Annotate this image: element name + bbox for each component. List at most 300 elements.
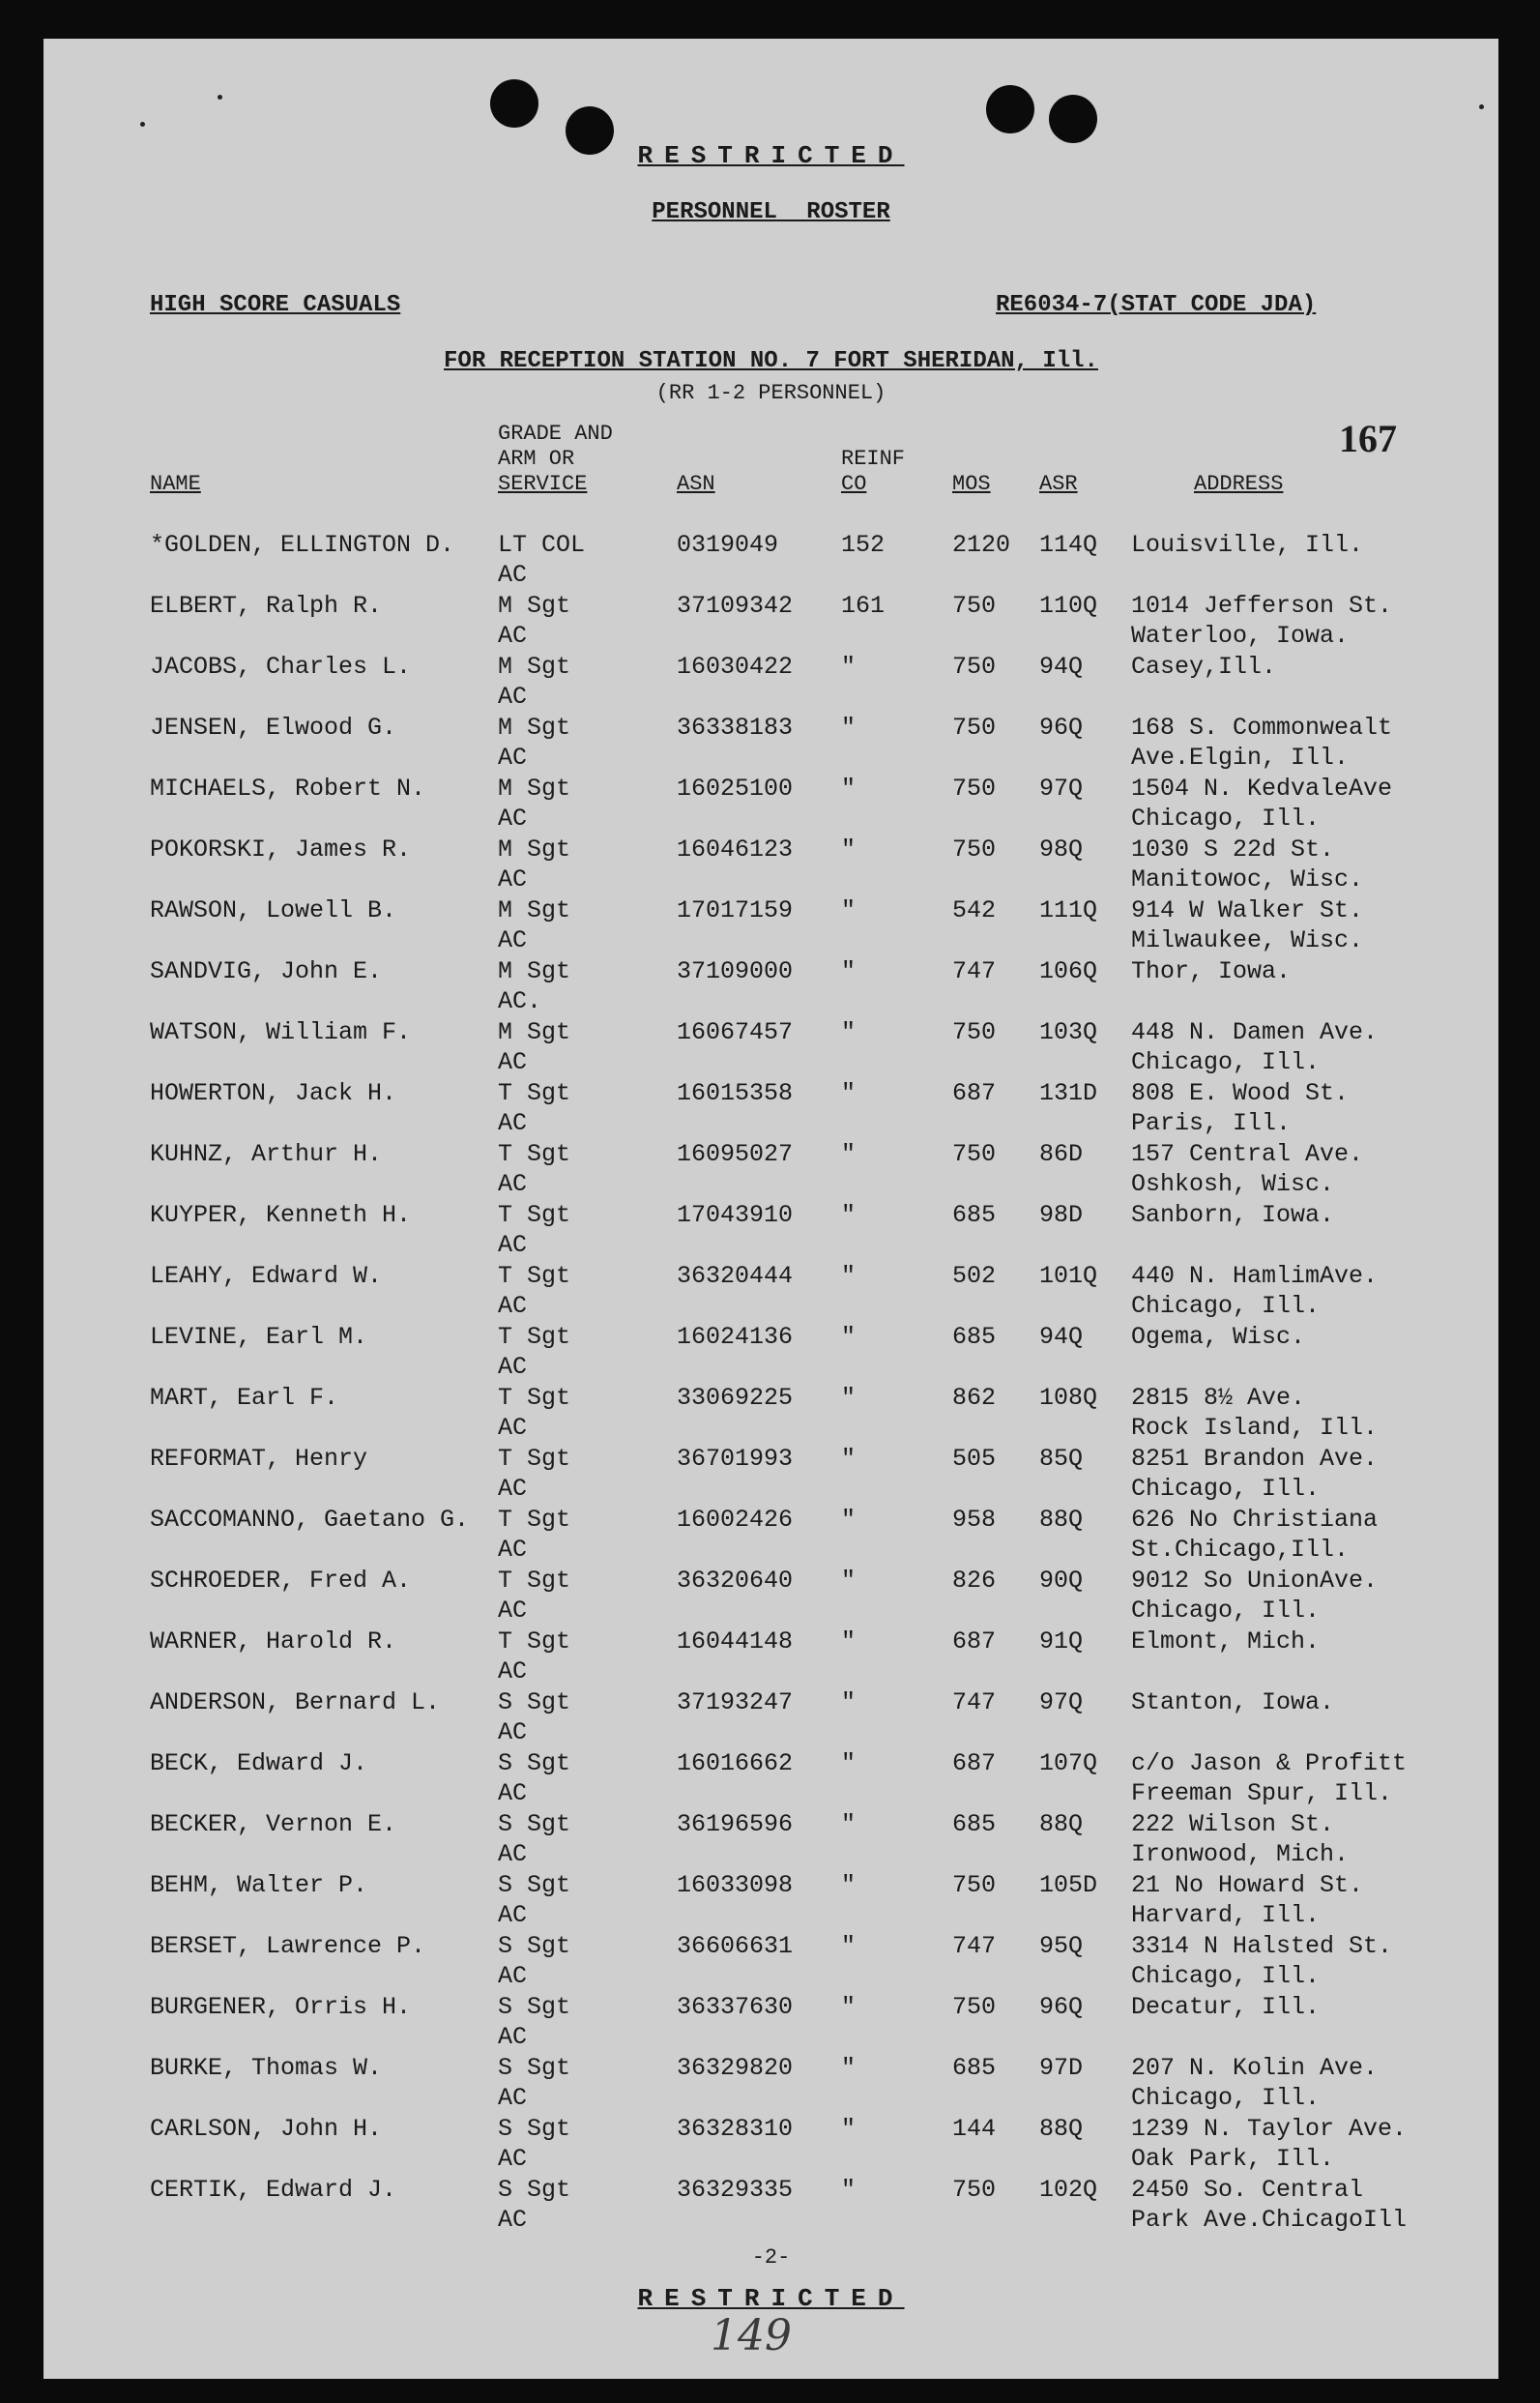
- cell-arm: AC: [498, 1231, 528, 1259]
- cell-grade: [498, 1505, 570, 1565]
- cell-reinf-co: ": [841, 1140, 857, 1168]
- cell-reinf-co: ": [841, 1445, 857, 1473]
- cell-asn: 36329335: [677, 2176, 794, 2204]
- cell-arm: AC: [498, 1901, 528, 1929]
- cell-asr: 98D: [1039, 1201, 1084, 1229]
- cell-reinf-co: ": [841, 1627, 857, 1656]
- cell-asr: 88Q: [1039, 1810, 1084, 1838]
- cell-address-line1: 21 No Howard St.: [1131, 1871, 1364, 1899]
- cell-mos: 958: [952, 1506, 997, 1534]
- cell-name: SACCOMANNO, Gaetano G.: [150, 1506, 470, 1534]
- cell-arm: AC: [498, 1597, 528, 1625]
- table-row: [44, 713, 1498, 774]
- cell-asn: 33069225: [677, 1384, 794, 1412]
- cell-address-line1: 8251 Brandon Ave.: [1131, 1445, 1379, 1473]
- cell-address-line1: 448 N. Damen Ave.: [1131, 1018, 1379, 1046]
- cell-mos: 542: [952, 896, 997, 924]
- cell-reinf-co: ": [841, 1262, 857, 1290]
- column-header-asr: ASR: [1039, 472, 1078, 496]
- cell-asn: 17043910: [677, 1201, 794, 1229]
- cell-mos: 750: [952, 1871, 997, 1899]
- cell-arm: AC: [498, 1109, 528, 1137]
- cell-reinf-co: ": [841, 1201, 857, 1229]
- cell-address-line1: c/o Jason & Profitt: [1131, 1749, 1408, 1777]
- cell-asr: 101Q: [1039, 1262, 1098, 1290]
- cell-grade: [498, 1870, 570, 1930]
- punch-hole: [490, 79, 538, 128]
- table-row: [44, 1687, 1498, 1748]
- cell-name: LEAHY, Edward W.: [150, 1262, 383, 1290]
- cell-mos: 750: [952, 2176, 997, 2204]
- cell-asn: 16046123: [677, 835, 794, 864]
- cell-reinf-co: ": [841, 2054, 857, 2082]
- cell-grade-text: M Sgt: [498, 896, 571, 924]
- cell-mos: 685: [952, 1323, 997, 1351]
- cell-mos: 750: [952, 835, 997, 864]
- paper-mark: [218, 95, 222, 100]
- cell-grade: [498, 1261, 570, 1321]
- cell-grade: [498, 835, 570, 894]
- cell-address-line1: 1239 N. Taylor Ave.: [1131, 2115, 1408, 2143]
- cell-arm: AC: [498, 865, 528, 894]
- cell-grade: [498, 2053, 570, 2113]
- cell-address: [1131, 2175, 1407, 2235]
- cell-address: [1131, 1383, 1378, 1443]
- cell-address-line1: Stanton, Iowa.: [1131, 1688, 1335, 1716]
- cell-arm: AC: [498, 1414, 528, 1442]
- cell-asr: 97Q: [1039, 1688, 1084, 1716]
- cell-asn: 36329820: [677, 2054, 794, 2082]
- cell-asr: 95Q: [1039, 1932, 1084, 1960]
- cell-address-line2: Ironwood, Mich.: [1131, 1840, 1350, 1868]
- cell-asn: 36196596: [677, 1810, 794, 1838]
- column-header-co: REINF CO: [841, 447, 906, 496]
- cell-reinf-co: ": [841, 2176, 857, 2204]
- cell-arm: AC.: [498, 987, 542, 1015]
- table-row: [44, 1992, 1498, 2053]
- table-row: [44, 1200, 1498, 1261]
- table-row: [44, 895, 1498, 956]
- cell-mos: 2120: [952, 531, 1011, 559]
- cell-asn: 36320640: [677, 1567, 794, 1595]
- cell-asr: 91Q: [1039, 1627, 1084, 1656]
- cell-mos: 750: [952, 775, 997, 803]
- cell-name: MICHAELS, Robert N.: [150, 775, 426, 803]
- cell-grade-text: T Sgt: [498, 1445, 571, 1473]
- cell-grade-text: T Sgt: [498, 1384, 571, 1412]
- cell-reinf-co: ": [841, 835, 857, 864]
- table-row: [44, 2175, 1498, 2236]
- cell-name: KUHNZ, Arthur H.: [150, 1140, 383, 1168]
- cell-name: ELBERT, Ralph R.: [150, 592, 383, 620]
- cell-reinf-co: ": [841, 1810, 857, 1838]
- cell-asn: 37109000: [677, 957, 794, 985]
- cell-grade: [498, 895, 570, 955]
- cell-name: JACOBS, Charles L.: [150, 653, 412, 681]
- cell-asr: 107Q: [1039, 1749, 1098, 1777]
- unit-label: HIGH SCORE CASUALS: [150, 292, 401, 318]
- cell-asn: 16095027: [677, 1140, 794, 1168]
- table-row: [44, 1261, 1498, 1322]
- cell-arm: AC: [498, 1353, 528, 1381]
- cell-address-line1: 157 Central Ave.: [1131, 1140, 1364, 1168]
- cell-arm: AC: [498, 1657, 528, 1685]
- table-row: [44, 1505, 1498, 1566]
- cell-address-line2: Milwaukee, Wisc.: [1131, 926, 1364, 954]
- cell-reinf-co: ": [841, 1567, 857, 1595]
- cell-address: [1131, 1017, 1378, 1077]
- cell-reinf-co: ": [841, 775, 857, 803]
- cell-name: BECK, Edward J.: [150, 1749, 368, 1777]
- cell-reinf-co: ": [841, 653, 857, 681]
- cell-asr: 94Q: [1039, 1323, 1084, 1351]
- cell-asr: 103Q: [1039, 1018, 1098, 1046]
- cell-address-line2: Rock Island, Ill.: [1131, 1414, 1379, 1442]
- cell-asn: 17017159: [677, 896, 794, 924]
- cell-mos: 862: [952, 1384, 997, 1412]
- cell-address-line2: Oak Park, Ill.: [1131, 2145, 1335, 2173]
- table-row: [44, 1748, 1498, 1809]
- cell-asn: 16067457: [677, 1018, 794, 1046]
- document-subtitle: PERSONNEL ROSTER: [652, 199, 890, 225]
- table-row: [44, 652, 1498, 713]
- cell-name: BEHM, Walter P.: [150, 1871, 368, 1899]
- cell-address-line1: Elmont, Mich.: [1131, 1627, 1321, 1656]
- cell-address-line1: 2450 So. Central: [1131, 2176, 1364, 2204]
- cell-asr: 96Q: [1039, 714, 1084, 742]
- cell-mos: 750: [952, 1140, 997, 1168]
- cell-asr: 88Q: [1039, 1506, 1084, 1534]
- cell-reinf-co: ": [841, 714, 857, 742]
- table-row: [44, 1870, 1498, 1931]
- cell-asr: 94Q: [1039, 653, 1084, 681]
- cell-name: CARLSON, John H.: [150, 2115, 383, 2143]
- cell-asn: 36337630: [677, 1993, 794, 2021]
- cell-address-line1: Sanborn, Iowa.: [1131, 1201, 1335, 1229]
- cell-address-line1: 168 S. Commonwealt: [1131, 714, 1393, 742]
- footer-page-number: -2-: [751, 2245, 791, 2270]
- cell-grade-text: T Sgt: [498, 1627, 571, 1656]
- cell-address-line1: 2815 8½ Ave.: [1131, 1384, 1306, 1412]
- cell-mos: 750: [952, 714, 997, 742]
- cell-mos: 747: [952, 957, 997, 985]
- cell-arm: AC: [498, 1475, 528, 1503]
- cell-name: MART, Earl F.: [150, 1384, 339, 1412]
- cell-grade: [498, 1809, 570, 1869]
- cell-grade: [498, 1200, 570, 1260]
- cell-arm: AC: [498, 683, 528, 711]
- cell-address-line2: Chicago, Ill.: [1131, 1962, 1321, 1990]
- cell-reinf-co: ": [841, 1506, 857, 1534]
- cell-asn: 36701993: [677, 1445, 794, 1473]
- cell-grade: [498, 1078, 570, 1138]
- cell-arm: AC: [498, 561, 528, 589]
- cell-grade: [498, 652, 570, 712]
- cell-mos: 687: [952, 1627, 997, 1656]
- cell-asn: 16002426: [677, 1506, 794, 1534]
- cell-address-line2: Chicago, Ill.: [1131, 1292, 1321, 1320]
- cell-asr: 97Q: [1039, 775, 1084, 803]
- cell-address: [1131, 1992, 1320, 2022]
- cell-address-line2: Chicago, Ill.: [1131, 1048, 1321, 1076]
- cell-arm: AC: [498, 1962, 528, 1990]
- cell-address: [1131, 774, 1392, 834]
- cell-grade-text: T Sgt: [498, 1506, 571, 1534]
- cell-reinf-co: ": [841, 1871, 857, 1899]
- cell-address-line2: Chicago, Ill.: [1131, 805, 1321, 833]
- cell-grade: [498, 1992, 570, 2052]
- cell-grade: [498, 774, 570, 834]
- cell-address-line2: Park Ave.ChicagoIll: [1131, 2206, 1408, 2234]
- document-page: [44, 39, 1498, 2379]
- cell-arm: AC: [498, 1779, 528, 1807]
- cell-reinf-co: ": [841, 1993, 857, 2021]
- cell-reinf-co: ": [841, 1079, 857, 1107]
- cell-grade-text: S Sgt: [498, 1810, 571, 1838]
- cell-asr: 85Q: [1039, 1445, 1084, 1473]
- cell-name: BURKE, Thomas W.: [150, 2054, 383, 2082]
- cell-address: [1131, 1566, 1378, 1626]
- cell-address-line2: Freeman Spur, Ill.: [1131, 1779, 1393, 1807]
- cell-reinf-co: ": [841, 1323, 857, 1351]
- cell-mos: 502: [952, 1262, 997, 1290]
- punch-hole: [1049, 95, 1097, 143]
- cell-asn: 36320444: [677, 1262, 794, 1290]
- cell-grade-text: T Sgt: [498, 1323, 571, 1351]
- cell-address: [1131, 1261, 1378, 1321]
- cell-grade-text: S Sgt: [498, 2176, 571, 2204]
- cell-arm: AC: [498, 2145, 528, 2173]
- cell-reinf-co: ": [841, 1384, 857, 1412]
- cell-address: [1131, 1687, 1334, 1717]
- table-row: [44, 2114, 1498, 2175]
- cell-name: *GOLDEN, ELLINGTON D.: [150, 531, 455, 559]
- cell-grade-text: S Sgt: [498, 2054, 571, 2082]
- cell-name: WATSON, William F.: [150, 1018, 412, 1046]
- cell-asn: 16030422: [677, 653, 794, 681]
- cell-reinf-co: 152: [841, 531, 886, 559]
- cell-grade-text: M Sgt: [498, 714, 571, 742]
- cell-address: [1131, 1444, 1378, 1504]
- paper-mark: [1479, 104, 1484, 109]
- cell-address-line1: 1504 N. KedvaleAve: [1131, 775, 1393, 803]
- cell-asr: 110Q: [1039, 592, 1098, 620]
- column-header-grade: GRADE AND ARM OR SERVICE: [498, 422, 613, 496]
- cell-address: [1131, 1626, 1320, 1656]
- column-header-name: NAME: [150, 472, 201, 496]
- cell-address-line1: 914 W Walker St.: [1131, 896, 1364, 924]
- cell-address-line1: 207 N. Kolin Ave.: [1131, 2054, 1379, 2082]
- cell-arm: AC: [498, 1718, 528, 1746]
- column-header-mos: MOS: [952, 472, 991, 496]
- column-header-address: ADDRESS: [1194, 472, 1284, 496]
- footer-restricted: RESTRICTED: [637, 2284, 905, 2313]
- cell-grade: [498, 1566, 570, 1626]
- cell-mos: 144: [952, 2115, 997, 2143]
- cell-name: JENSEN, Elwood G.: [150, 714, 397, 742]
- cell-asn: 16044148: [677, 1627, 794, 1656]
- cell-grade-text: S Sgt: [498, 1993, 571, 2021]
- cell-asn: 16024136: [677, 1323, 794, 1351]
- cell-mos: 826: [952, 1567, 997, 1595]
- cell-address: [1131, 713, 1392, 773]
- cell-reinf-co: ": [841, 1749, 857, 1777]
- cell-mos: 750: [952, 1018, 997, 1046]
- cell-mos: 747: [952, 1932, 997, 1960]
- cell-asr: 106Q: [1039, 957, 1098, 985]
- cell-grade: [498, 2114, 570, 2174]
- cell-address: [1131, 956, 1291, 986]
- stat-code: RE6034-7(STAT CODE JDA): [996, 292, 1317, 318]
- cell-asn: 16016662: [677, 1749, 794, 1777]
- cell-asr: 90Q: [1039, 1567, 1084, 1595]
- cell-arm: AC: [498, 1840, 528, 1868]
- cell-name: BECKER, Vernon E.: [150, 1810, 397, 1838]
- cell-address-line1: Louisville, Ill.: [1131, 531, 1364, 559]
- cell-arm: AC: [498, 2206, 528, 2234]
- cell-asn: 16015358: [677, 1079, 794, 1107]
- cell-address-line1: 222 Wilson St.: [1131, 1810, 1335, 1838]
- cell-reinf-co: ": [841, 1932, 857, 1960]
- cell-address-line2: Ave.Elgin, Ill.: [1131, 744, 1350, 772]
- cell-address-line1: 1030 S 22d St.: [1131, 835, 1335, 864]
- cell-address: [1131, 1870, 1363, 1930]
- cell-address-line2: Manitowoc, Wisc.: [1131, 865, 1364, 894]
- cell-address-line1: 808 E. Wood St.: [1131, 1079, 1350, 1107]
- cell-grade-text: M Sgt: [498, 775, 571, 803]
- cell-address: [1131, 530, 1363, 560]
- cell-name: BERSET, Lawrence P.: [150, 1932, 426, 1960]
- table-row: [44, 1078, 1498, 1139]
- cell-asr: 108Q: [1039, 1384, 1098, 1412]
- table-row: [44, 1931, 1498, 1992]
- cell-mos: 750: [952, 653, 997, 681]
- cell-grade: [498, 1017, 570, 1077]
- cell-asr: 86D: [1039, 1140, 1084, 1168]
- cell-address-line1: 3314 N Halsted St.: [1131, 1932, 1393, 1960]
- cell-grade-text: M Sgt: [498, 1018, 571, 1046]
- table-row: [44, 835, 1498, 895]
- cell-grade-text: S Sgt: [498, 1871, 571, 1899]
- cell-grade: [498, 2175, 570, 2235]
- cell-grade-text: T Sgt: [498, 1079, 571, 1107]
- cell-asr: 105D: [1039, 1871, 1098, 1899]
- cell-grade: [498, 591, 570, 651]
- cell-name: SCHROEDER, Fred A.: [150, 1567, 412, 1595]
- cell-asr: 96Q: [1039, 1993, 1084, 2021]
- table-row: [44, 1566, 1498, 1626]
- cell-asr: 111Q: [1039, 896, 1098, 924]
- cell-mos: 685: [952, 2054, 997, 2082]
- cell-address-line2: Harvard, Ill.: [1131, 1901, 1321, 1929]
- cell-address: [1131, 1139, 1363, 1199]
- cell-mos: 687: [952, 1079, 997, 1107]
- cell-reinf-co: ": [841, 1018, 857, 1046]
- reception-station-line: FOR RECEPTION STATION NO. 7 FORT SHERIDAN, Ill.: [444, 348, 1098, 374]
- cell-asr: 114Q: [1039, 531, 1098, 559]
- cell-asn: 36338183: [677, 714, 794, 742]
- cell-address: [1131, 1931, 1392, 1991]
- cell-grade-text: S Sgt: [498, 2115, 571, 2143]
- cell-grade-text: M Sgt: [498, 957, 571, 985]
- cell-grade: [498, 1748, 570, 1808]
- cell-asn: 0319049: [677, 531, 779, 559]
- cell-name: ANDERSON, Bernard L.: [150, 1688, 441, 1716]
- cell-mos: 685: [952, 1201, 997, 1229]
- cell-grade: [498, 713, 570, 773]
- cell-mos: 750: [952, 1993, 997, 2021]
- cell-arm: AC: [498, 805, 528, 833]
- cell-address-line2: Chicago, Ill.: [1131, 1597, 1321, 1625]
- cell-grade: [498, 1687, 570, 1747]
- cell-asr: 131D: [1039, 1079, 1098, 1107]
- cell-grade: [498, 530, 585, 590]
- cell-name: REFORMAT, Henry: [150, 1445, 368, 1473]
- cell-asr: 102Q: [1039, 2176, 1098, 2204]
- cell-address-line1: 440 N. HamlimAve.: [1131, 1262, 1379, 1290]
- cell-asn: 16033098: [677, 1871, 794, 1899]
- cell-grade-text: M Sgt: [498, 592, 571, 620]
- cell-asr: 97D: [1039, 2054, 1084, 2082]
- cell-grade: [498, 1383, 570, 1443]
- page-number: 167: [1339, 417, 1397, 460]
- cell-address-line2: Oshkosh, Wisc.: [1131, 1170, 1335, 1198]
- cell-arm: AC: [498, 926, 528, 954]
- cell-address-line1: 9012 So UnionAve.: [1131, 1567, 1379, 1595]
- cell-arm: AC: [498, 744, 528, 772]
- cell-address: [1131, 591, 1392, 651]
- cell-address-line1: 626 No Christiana: [1131, 1506, 1379, 1534]
- cell-grade-text: T Sgt: [498, 1140, 571, 1168]
- cell-name: RAWSON, Lowell B.: [150, 896, 397, 924]
- cell-grade-text: S Sgt: [498, 1932, 571, 1960]
- cell-asr: 98Q: [1039, 835, 1084, 864]
- cell-name: POKORSKI, James R.: [150, 835, 412, 864]
- table-row: [44, 1383, 1498, 1444]
- cell-grade: [498, 956, 570, 1016]
- cell-arm: AC: [498, 1048, 528, 1076]
- cell-address: [1131, 1748, 1407, 1808]
- cell-asn: 37109342: [677, 592, 794, 620]
- table-row: [44, 1809, 1498, 1870]
- cell-address-line1: Ogema, Wisc.: [1131, 1323, 1306, 1351]
- cell-grade: [498, 1931, 570, 1991]
- paper-mark: [140, 122, 145, 127]
- cell-grade: [498, 1139, 570, 1199]
- cell-address: [1131, 1505, 1378, 1565]
- cell-address-line2: Chicago, Ill.: [1131, 2084, 1321, 2112]
- cell-address: [1131, 1809, 1349, 1869]
- cell-grade-text: T Sgt: [498, 1262, 571, 1290]
- cell-arm: AC: [498, 1292, 528, 1320]
- cell-address: [1131, 835, 1363, 894]
- cell-asn: 36328310: [677, 2115, 794, 2143]
- cell-address: [1131, 895, 1363, 955]
- table-row: [44, 530, 1498, 591]
- punch-hole: [986, 85, 1034, 133]
- cell-mos: 505: [952, 1445, 997, 1473]
- cell-address-line2: Waterloo, Iowa.: [1131, 622, 1350, 650]
- cell-address-line2: Chicago, Ill.: [1131, 1475, 1321, 1503]
- table-row: [44, 1017, 1498, 1078]
- cell-address-line1: 1014 Jefferson St.: [1131, 592, 1393, 620]
- column-header-asn: ASN: [677, 472, 715, 496]
- cell-grade-text: T Sgt: [498, 1567, 571, 1595]
- cell-asn: 36606631: [677, 1932, 794, 1960]
- cell-reinf-co: ": [841, 957, 857, 985]
- cell-address-line2: Paris, Ill.: [1131, 1109, 1292, 1137]
- cell-grade-text: M Sgt: [498, 835, 571, 864]
